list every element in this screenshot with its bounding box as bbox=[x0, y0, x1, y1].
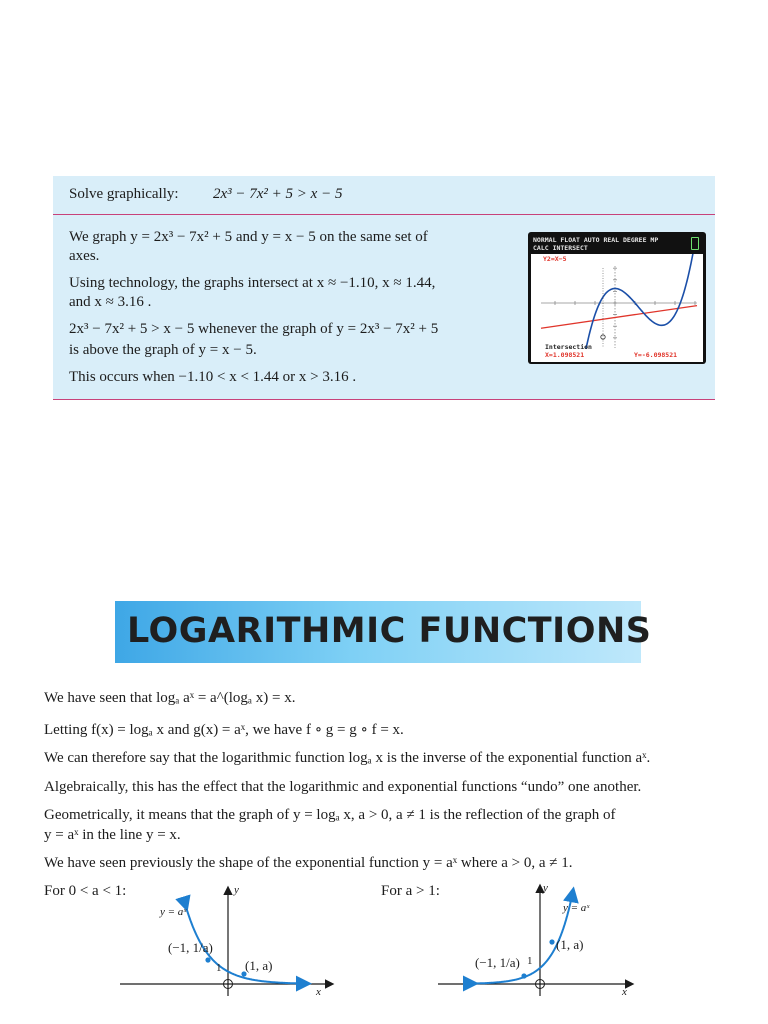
example-label: Solve graphically: bbox=[69, 186, 179, 202]
graph-right-point1-label: (−1, 1/a) bbox=[475, 955, 520, 970]
example-header bbox=[53, 176, 715, 215]
graph-right-x-label: x bbox=[622, 986, 627, 998]
example-line: and x ≈ 3.16 . bbox=[69, 294, 152, 310]
graph-right-point1 bbox=[521, 973, 526, 978]
battery-icon bbox=[691, 237, 699, 250]
paragraph: We can therefore say that the logarithmic function logₐ x is the inverse of the exponential function aˣ. bbox=[44, 750, 651, 766]
graph-right-point2-label: (1, a) bbox=[556, 937, 584, 952]
paragraph: Geometrically, it means that the graph of y = logₐ x, a > 0, a ≠ 1 is the reflection of the graph of bbox=[44, 807, 616, 823]
example-line: We graph y = 2x³ − 7x² + 5 and y = x − 5 on the same set of bbox=[69, 229, 428, 245]
calculator-mode: CALC INTERSECT bbox=[533, 244, 588, 252]
graph-right-y-label: y bbox=[543, 882, 548, 894]
graph-right-caption: For a > 1: bbox=[381, 883, 440, 899]
example-line: is above the graph of y = x − 5. bbox=[69, 342, 257, 358]
graph-left-x-label: x bbox=[316, 986, 321, 998]
example-inequality: 2x³ − 7x² + 5 > x − 5 bbox=[213, 186, 343, 202]
graph-left-caption: For 0 < a < 1: bbox=[44, 883, 127, 899]
graph-left-y-label: y bbox=[234, 884, 239, 896]
paragraph: We have seen that logₐ aˣ = a^(logₐ x) = x. bbox=[44, 690, 296, 706]
graph-left-point1-label: (−1, 1/a) bbox=[168, 940, 213, 955]
calculator-x-value: X=1.098521 bbox=[545, 351, 585, 359]
graph-right-curve-label: y = aˣ bbox=[563, 902, 590, 914]
calculator-y-value: Y=-6.098521 bbox=[634, 351, 678, 359]
graph-right-intercept: 1 bbox=[527, 955, 533, 967]
section-title: LOGARITHMIC FUNCTIONS bbox=[127, 611, 652, 651]
calculator-status: NORMAL FLOAT AUTO REAL DEGREE MP bbox=[533, 236, 659, 244]
calculator-function: Y2=X−5 bbox=[543, 255, 567, 263]
calculator-status-bar bbox=[531, 234, 703, 254]
graph-right bbox=[430, 880, 640, 1000]
calculator-result-label: Intersection bbox=[545, 343, 592, 351]
paragraph: We have seen previously the shape of the exponential function y = aˣ where a > 0, a ≠ 1. bbox=[44, 855, 573, 871]
section-banner bbox=[115, 601, 652, 663]
graph-left-point2-label: (1, a) bbox=[245, 958, 273, 973]
graph-left-intercept: 1 bbox=[216, 962, 222, 974]
calculator-graph bbox=[531, 254, 703, 362]
example-line: This occurs when −1.10 < x < 1.44 or x > 3.16 . bbox=[69, 369, 357, 385]
paragraph: y = aˣ in the line y = x. bbox=[44, 827, 181, 843]
paragraph: Letting f(x) = logₐ x and g(x) = aˣ, we have f ∘ g = g ∘ f = x. bbox=[44, 722, 404, 738]
calculator-screen bbox=[528, 232, 706, 364]
graph-left-point1 bbox=[205, 957, 210, 962]
graph-left bbox=[110, 880, 340, 1000]
example-line: axes. bbox=[69, 248, 100, 264]
example-line: Using technology, the graphs intersect at x ≈ −1.10, x ≈ 1.44, bbox=[69, 275, 436, 291]
graph-right-point2 bbox=[549, 939, 554, 944]
example-line: 2x³ − 7x² + 5 > x − 5 whenever the graph of y = 2x³ − 7x² + 5 bbox=[69, 321, 439, 337]
paragraph: Algebraically, this has the effect that the logarithmic and exponential functions “undo” one another. bbox=[44, 779, 642, 795]
graph-left-curve-label: y = aˣ bbox=[160, 906, 187, 918]
